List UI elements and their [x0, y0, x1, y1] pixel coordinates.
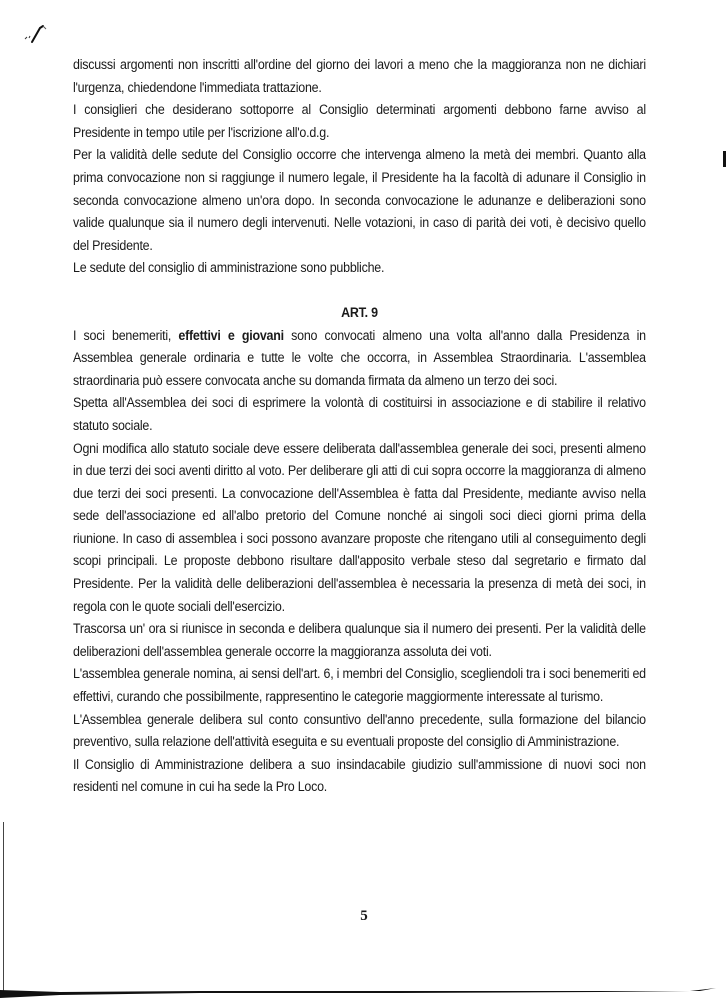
- page-number: 5: [360, 908, 368, 924]
- text-run: I soci benemeriti,: [73, 327, 179, 343]
- paragraph: [73, 663, 646, 708]
- text-line: L'Assemblea generale delibera sul conto consuntivo dell'anno precedente, sulla formazione del bilancio: [73, 711, 646, 727]
- text-line: due terzi dei soci presenti. La convocazione dell'Assemblea è fatta dal Presidente, mediante avviso nella sede: [73, 485, 646, 524]
- text-line: nel comune in cui ha sede la Pro Loco.: [121, 779, 328, 795]
- text-line: convocazione non si raggiunge il numero legale, il Presidente ha la facoltà di adunare il Consiglio in seconda: [73, 169, 646, 208]
- text-run: sono convocati almeno una volta all'anno dalla Presidenza in Assemblea: [73, 327, 646, 366]
- paragraph: [73, 54, 646, 99]
- text-line: Ogni modifica allo statuto sociale deve essere deliberata dall'assemblea generale dei soci, presenti almeno in: [73, 440, 646, 479]
- text-line: quote sociali dell'esercizio.: [144, 598, 285, 614]
- document-body: [73, 54, 646, 799]
- text-line: I consiglieri che desiderano sottoporre al Consiglio determinati argomenti debbono farne avviso al Presidente: [73, 102, 646, 140]
- text-line: Trascorsa un' ora si riunisce in seconda e delibera qualunque sia il numero dei presenti. Per la validità delle: [73, 621, 646, 637]
- paragraph: [73, 257, 646, 280]
- scan-bottom-edge: [0, 988, 716, 1000]
- text-line: Il Consiglio di Amministrazione delibera a suo insindacabile giudizio sull'ammissione di nuovi soci non residenti: [73, 756, 646, 795]
- article-heading: ART. 9: [341, 304, 378, 320]
- text-line: principali. Le proposte debbono risultare dall'apposito verbale steso dal segretario e firmato dal Presidente.: [73, 553, 646, 592]
- text-line: effettivi, curando che possibilmente, rappresentino le categorie maggiormente interessate al turismo.: [73, 689, 604, 705]
- text-line: convocazione almeno un'ora dopo. In seconda convocazione le adunanze e deliberazioni sono valide: [73, 192, 646, 231]
- spacer: [73, 280, 646, 302]
- text-line: preventivo, sulla relazione dell'attività eseguita e su eventuali proposte del consiglio di Amministrazione.: [73, 734, 620, 750]
- text-line: qualunque sia il numero degli intervenuti. Nelle votazioni, in caso di parità dei voti, è decisivo quello del: [73, 215, 646, 253]
- text-line: Presidente.: [92, 237, 153, 253]
- text-line: discussi argomenti non inscritti all'ordine del giorno dei lavori a meno che la maggioranza non ne dichiari: [73, 57, 646, 72]
- bold-text: effettivi e giovani: [178, 327, 284, 343]
- handwritten-mark-icon: [22, 22, 48, 44]
- text-line: caso di assemblea i soci possono avanzare proposte che ritengano utili al conseguimento degli scopi: [73, 530, 646, 569]
- text-line: generale ordinaria e tutte le volte che occorra, in Assemblea Straordinaria. L'assemblea straordinaria può: [73, 350, 646, 388]
- text-line: Spetta all'Assemblea dei soci di esprimere la volontà di costituirsi in associazione e di stabilire il relativo: [73, 395, 646, 411]
- paragraph: [73, 438, 646, 619]
- paragraph: [73, 709, 646, 754]
- text-line: due terzi dei soci aventi diritto al voto. Per deliberare gli atti di cui sopra occorre la maggioranza di almeno: [85, 463, 646, 479]
- paragraph: [73, 99, 646, 144]
- text-line: essere convocata anche su domanda firmata da almeno un terzo dei soci.: [165, 372, 558, 388]
- text-line: statuto sociale.: [73, 417, 153, 433]
- text-line: Per la validità delle sedute del Consiglio occorre che intervenga almeno la metà dei membri. Quanto alla prima: [73, 147, 646, 185]
- paragraph: [73, 618, 646, 663]
- text-line: Per la validità delle deliberazioni dell'assemblea è necessaria la presenza di metà dei soci, in regola con le: [73, 576, 646, 614]
- margin-mark: [723, 151, 726, 167]
- text-line: in tempo utile per l'iscrizione all'o.d.g.: [133, 124, 330, 140]
- scan-edge-line: [3, 822, 4, 992]
- paragraph: [73, 754, 646, 799]
- text-line: l'urgenza, chiedendone l'immediata trattazione.: [73, 79, 322, 95]
- paragraph: [73, 144, 646, 257]
- text-line: dell'associazione ed all'albo pretorio del Comune nonché ai singoli soci dieci giorni prima della riunione. In: [73, 508, 646, 546]
- text-line: Le sedute del consiglio di amministrazione sono pubbliche.: [73, 260, 385, 276]
- paragraph: [73, 325, 646, 393]
- text-line: deliberazioni dell'assemblea generale occorre la maggioranza assoluta dei voti.: [73, 643, 492, 659]
- text-line: L'assemblea generale nomina, ai sensi dell'art. 6, i membri del Consiglio, scegliendoli tra i soci benemeriti ed: [73, 666, 646, 682]
- paragraph: [73, 392, 646, 437]
